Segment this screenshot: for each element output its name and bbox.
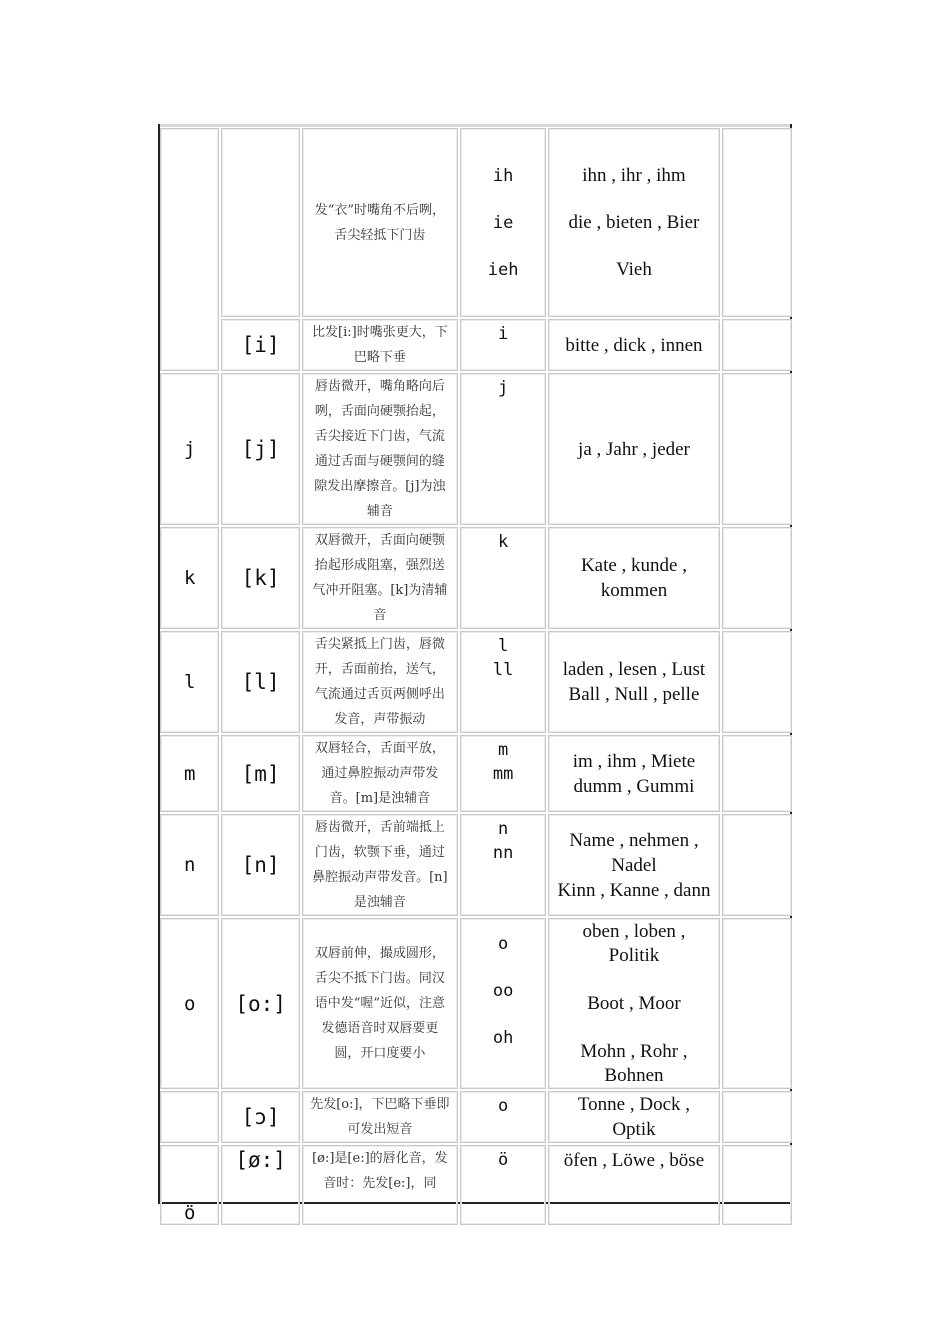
example-line: die , bieten , Bier <box>568 212 700 233</box>
empty-cell <box>722 373 792 525</box>
example-line: ihn , ihr , ihm <box>582 165 686 186</box>
description-cell: [ø:]是[e:]的唇化音，发音时：先发[e:]，同 <box>302 1145 458 1225</box>
spelling-item: j <box>498 378 509 398</box>
ipa-cell: [k] <box>221 527 300 629</box>
ipa-cell: [i] <box>221 319 300 371</box>
spelling-item: i <box>498 324 509 344</box>
table-row <box>160 814 792 916</box>
examples-cell <box>548 373 719 525</box>
example-line: kommen <box>600 580 668 601</box>
example-line: Kinn , Kanne , dann <box>557 879 711 901</box>
description-cell: 唇齿微开，舌前端抵上门齿，软颚下垂，通过鼻腔振动声带发音。[n]是浊辅音 <box>302 814 458 916</box>
table-row <box>160 527 792 629</box>
table-row <box>160 631 792 733</box>
examples-cell <box>548 319 719 371</box>
example-line: Politik <box>608 944 660 966</box>
example-line: Mohn , Rohr , <box>580 1040 688 1062</box>
empty-cell <box>722 814 792 916</box>
spelling-item: ieh <box>487 260 519 280</box>
example-line: Nadel <box>611 854 657 876</box>
spelling-cell <box>460 527 547 629</box>
description-cell: 发“衣”时嘴角不后咧，舌尖轻抵下门齿 <box>302 128 458 317</box>
phonetics-table-frame <box>158 124 792 1224</box>
spelling-item: ll <box>492 660 514 680</box>
examples-cell <box>548 918 719 1089</box>
examples-cell <box>548 814 719 916</box>
example-line: Bohnen <box>604 1064 664 1086</box>
table-row <box>160 319 792 371</box>
spelling-item: nn <box>492 843 514 863</box>
description-cell: 双唇微开，舌面向硬颚抬起形成阻塞，强烈送气冲开阻塞。[k]为清辅音 <box>302 527 458 629</box>
letter-cell: o <box>160 918 219 1089</box>
spelling-item: oo <box>492 981 514 1001</box>
example-line: Ball , Null , pelle <box>568 684 700 705</box>
examples-cell <box>548 735 719 812</box>
table-row <box>160 1091 792 1143</box>
spelling-cell <box>460 373 547 525</box>
empty-cell <box>722 631 792 733</box>
example-line: laden , lesen , Lust <box>562 659 706 680</box>
description-cell: 双唇轻合，舌面平放，通过鼻腔振动声带发音。[m]是浊辅音 <box>302 735 458 812</box>
letter-cell <box>160 128 219 371</box>
examples-cell <box>548 128 719 317</box>
letter-cell <box>160 1091 219 1143</box>
example-line: Kate , kunde , <box>580 555 687 576</box>
example-line: öfen , Löwe , böse <box>563 1150 705 1171</box>
ipa-cell: [m] <box>221 735 300 812</box>
ipa-cell <box>221 128 300 317</box>
example-line: im , ihm , Miete <box>572 750 696 772</box>
spelling-cell <box>460 918 547 1089</box>
example-line: Name , nehmen , <box>569 829 699 851</box>
table-row <box>160 373 792 525</box>
spelling-cell <box>460 128 547 317</box>
description-cell: 先发[o:]，下巴略下垂即可发出短音 <box>302 1091 458 1143</box>
spelling-item: oh <box>492 1028 514 1048</box>
ipa-cell: [l] <box>221 631 300 733</box>
letter-cell: j <box>160 373 219 525</box>
examples-cell <box>548 631 719 733</box>
spelling-cell <box>460 814 547 916</box>
table-row <box>160 1145 792 1225</box>
spelling-cell <box>460 1091 547 1143</box>
table-row <box>160 128 792 317</box>
example-line: Boot , Moor <box>587 992 681 1014</box>
spelling-item: ih <box>492 166 514 186</box>
ipa-cell: [ø:] <box>221 1145 300 1225</box>
empty-cell <box>722 1091 792 1143</box>
ipa-cell: [ɔ] <box>221 1091 300 1143</box>
example-line: Optik <box>612 1119 656 1140</box>
empty-cell <box>722 319 792 371</box>
spelling-item: l <box>498 636 509 656</box>
letter-cell: k <box>160 527 219 629</box>
description-cell: 舌尖紧抵上门齿，唇微开，舌面前抬，送气，气流通过舌页两侧呼出发音，声带振动 <box>302 631 458 733</box>
spelling-cell <box>460 1145 547 1225</box>
spelling-item: o <box>498 1096 509 1116</box>
example-line: Tonne , Dock , <box>577 1094 691 1115</box>
example-line: dumm , Gummi <box>573 775 695 797</box>
table-row <box>160 735 792 812</box>
phonetics-table <box>158 126 794 1227</box>
spelling-item: k <box>498 532 509 552</box>
letter-cell: l <box>160 631 219 733</box>
example-spacer <box>553 968 714 992</box>
empty-cell <box>722 527 792 629</box>
description-cell: 唇齿微开，嘴角略向后咧，舌面向硬颚抬起，舌尖接近下门齿，气流通过舌面与硬颚间的缝隙发出摩擦音。[j]为浊辅音 <box>302 373 458 525</box>
spelling-cell <box>460 735 547 812</box>
example-line: oben , loben , <box>582 920 686 942</box>
spelling-item: ie <box>492 213 514 233</box>
spelling-item: ö <box>498 1150 509 1170</box>
spelling-item: o <box>498 934 509 954</box>
table-row <box>160 918 792 1089</box>
example-line: bitte , dick , innen <box>565 334 703 356</box>
empty-cell <box>722 735 792 812</box>
letter-cell: n <box>160 814 219 916</box>
examples-cell <box>548 527 719 629</box>
spelling-item: m <box>498 740 509 760</box>
spelling-item: mm <box>492 764 514 784</box>
empty-cell <box>722 1145 792 1225</box>
example-line: ja , Jahr , jeder <box>578 438 690 460</box>
letter-cell: m <box>160 735 219 812</box>
spelling-cell <box>460 631 547 733</box>
example-spacer <box>553 1016 714 1040</box>
example-line: Vieh <box>616 259 652 280</box>
examples-cell <box>548 1145 719 1225</box>
letter-cell: ö <box>160 1145 219 1225</box>
empty-cell <box>722 128 792 317</box>
spelling-item: n <box>498 819 509 839</box>
ipa-cell: [o:] <box>221 918 300 1089</box>
empty-cell <box>722 918 792 1089</box>
description-cell: 双唇前伸，撮成圆形，舌尖不抵下门齿。同汉语中发“喔”近似，注意发德语音时双唇要更圆，开口度要小 <box>302 918 458 1089</box>
examples-cell <box>548 1091 719 1143</box>
spelling-cell <box>460 319 547 371</box>
ipa-cell: [j] <box>221 373 300 525</box>
description-cell: 比发[i:]时嘴张更大，下巴略下垂 <box>302 319 458 371</box>
ipa-cell: [n] <box>221 814 300 916</box>
